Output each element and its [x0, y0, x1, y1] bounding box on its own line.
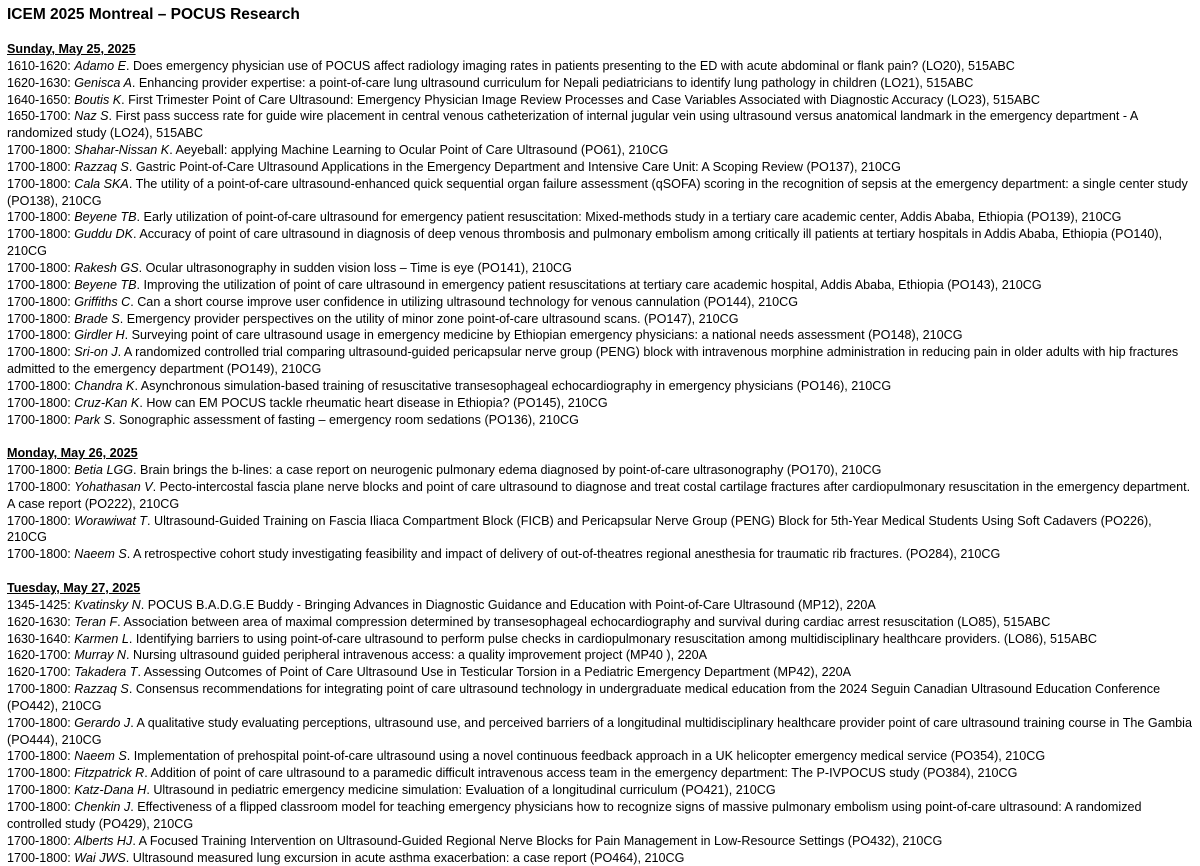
- entry-time: 1700-1800:: [7, 851, 71, 865]
- entry-text: . Aeyeball: applying Machine Learning to Ocular Point of Care Ultrasound (PO61), 210CG: [169, 143, 668, 157]
- entry-text: . Enhancing provider expertise: a point-of-care lung ultrasound curriculum for Nepali pediatricians to identify lung pathology in children (LO21), 515ABC: [132, 76, 973, 90]
- entry-time: 1620-1630:: [7, 615, 71, 629]
- entry-text: . A retrospective cohort study investigating feasibility and impact of delivery of out-of-theatres regional anesthesia for traumatic rib fractures. (PO284), 210CG: [127, 547, 1001, 561]
- schedule-entry: [7, 833, 1193, 850]
- schedule-entry: [7, 311, 1193, 328]
- day-section: [7, 445, 1193, 563]
- day-section: [7, 580, 1193, 866]
- entry-author: Guddu DK: [74, 227, 133, 241]
- entry-time: 1700-1800:: [7, 312, 71, 326]
- entry-author: Sri-on J: [74, 345, 117, 359]
- entry-text: . Ultrasound measured lung excursion in acute asthma exacerbation: a case report (PO464), 210CG: [126, 851, 685, 865]
- entry-text: . Improving the utilization of point of care ultrasound in emergency patient resuscitations at tertiary care academic hospital, Addis Ababa, Ethiopia (PO143), 210CG: [137, 278, 1042, 292]
- entry-text: . Nursing ultrasound guided peripheral intravenous access: a quality improvement project (MP40 ), 220A: [126, 648, 707, 662]
- entry-text: . Gastric Point-of-Care Ultrasound Applications in the Emergency Department and Intensive Care Unit: A Scoping Review (PO137), 210CG: [129, 160, 901, 174]
- schedule-entry: [7, 378, 1193, 395]
- entry-text: . Pecto-intercostal fascia plane nerve blocks and point of care ultrasound to diagnose and treat costal cartilage fractures after cardiopulmonary resuscitation in the emergency department. A case report (PO222), 210CG: [7, 480, 1190, 511]
- schedule-entry: [7, 513, 1193, 547]
- entry-text: . First pass success rate for guide wire placement in central venous catheterization of internal jugular vein using ultrasound versus anatomical landmark in the emergency department - A randomized study (LO24), 515ABC: [7, 109, 1138, 140]
- entry-text: . Does emergency physician use of POCUS affect radiology imaging rates in patients presenting to the ED with acute abdominal or flank pain? (LO20), 515ABC: [126, 59, 1015, 73]
- entry-time: 1700-1800:: [7, 749, 71, 763]
- entry-time: 1700-1800:: [7, 261, 71, 275]
- entry-author: Wai JWS: [74, 851, 126, 865]
- schedule-entry: [7, 159, 1193, 176]
- entry-time: 1700-1800:: [7, 480, 71, 494]
- entry-author: Worawiwat T: [74, 514, 147, 528]
- entry-author: Alberts HJ: [74, 834, 132, 848]
- day-heading: Sunday, May 25, 2025: [7, 41, 1193, 58]
- entry-time: 1700-1800:: [7, 143, 71, 157]
- entry-time: 1700-1800:: [7, 766, 71, 780]
- entry-text: . A qualitative study evaluating perceptions, ultrasound use, and perceived barriers of a longitudinal multidisciplinary healthcare provider point of care ultrasound training course in The Gambia (PO444), 210CG: [7, 716, 1192, 747]
- schedule-entry: [7, 799, 1193, 833]
- entry-author: Betia LGG: [74, 463, 133, 477]
- entry-text: . Accuracy of point of care ultrasound in diagnosis of deep venous thrombosis and pulmonary embolism among critically ill patients at tertiary hospitals in Addis Ababa, Ethiopia (PO140), 210CG: [7, 227, 1162, 258]
- schedule-entry: [7, 782, 1193, 799]
- entry-time: 1345-1425:: [7, 598, 71, 612]
- entry-time: 1620-1700:: [7, 648, 71, 662]
- entry-text: . The utility of a point-of-care ultrasound-enhanced quick sequential organ failure assessment (qSOFA) scoring in the recognition of sepsis at the emergency department: a single center study (PO138), 210CG: [7, 177, 1188, 208]
- entry-text: . Emergency provider perspectives on the utility of minor zone point-of-care ultrasound scans. (PO147), 210CG: [120, 312, 739, 326]
- entry-time: 1700-1800:: [7, 379, 71, 393]
- entry-text: . Assessing Outcomes of Point of Care Ultrasound Use in Testicular Torsion in a Pediatric Emergency Department (MP42), 220A: [137, 665, 851, 679]
- entry-time: 1620-1630:: [7, 76, 71, 90]
- entry-author: Beyene TB: [74, 210, 136, 224]
- schedule-entry: [7, 748, 1193, 765]
- schedule-entry: [7, 75, 1193, 92]
- entry-text: . Association between area of maximal compression determined by transesophageal echocardiography and survival during cardiac arrest resuscitation (LO85), 515ABC: [117, 615, 1050, 629]
- entry-text: . Ocular ultrasonography in sudden vision loss – Time is eye (PO141), 210CG: [139, 261, 572, 275]
- schedule-entry: [7, 58, 1193, 75]
- entry-author: Shahar-Nissan K: [74, 143, 169, 157]
- entry-author: Naeem S: [74, 547, 127, 561]
- entry-author: Chenkin J: [74, 800, 130, 814]
- schedule-entry: [7, 597, 1193, 614]
- entry-author: Katz-Dana H: [74, 783, 146, 797]
- entry-author: Razzaq S: [74, 160, 129, 174]
- schedule-entry: [7, 479, 1193, 513]
- entry-author: Naz S: [74, 109, 108, 123]
- entry-time: 1610-1620:: [7, 59, 71, 73]
- entry-author: Kvatinsky N: [74, 598, 141, 612]
- entry-author: Takadera T: [74, 665, 137, 679]
- schedule-entry: [7, 850, 1193, 866]
- entry-time: 1700-1800:: [7, 783, 71, 797]
- entry-author: Girdler H: [74, 328, 124, 342]
- entry-text: . Identifying barriers to using point-of-care ultrasound to perform pulse checks in cardiopulmonary resuscitation among multidisciplinary healthcare providers. (LO86), 515ABC: [129, 632, 1097, 646]
- entry-author: Fitzpatrick R: [74, 766, 144, 780]
- entry-text: . POCUS B.A.D.G.E Buddy - Bringing Advances in Diagnostic Guidance and Education with Point-of-Care Ultrasound (MP12), 220A: [141, 598, 876, 612]
- entry-author: Yohathasan V: [74, 480, 152, 494]
- entry-time: 1700-1800:: [7, 682, 71, 696]
- entry-time: 1620-1700:: [7, 665, 71, 679]
- entry-text: . Effectiveness of a flipped classroom model for teaching emergency physicians how to recognize signs of massive pulmonary embolism using point-of-care ultrasound: A randomized controlled study (PO429), 210CG: [7, 800, 1142, 831]
- entry-time: 1700-1800:: [7, 278, 71, 292]
- entry-text: . Addition of point of care ultrasound to a paramedic difficult intravenous access team in the emergency department: The P-IVPOCUS study (PO384), 210CG: [144, 766, 1017, 780]
- entry-time: 1700-1800:: [7, 160, 71, 174]
- entry-time: 1700-1800:: [7, 210, 71, 224]
- entry-author: Naeem S: [74, 749, 127, 763]
- entry-author: Gerardo J: [74, 716, 130, 730]
- entry-author: Cruz-Kan K: [74, 396, 139, 410]
- entry-author: Rakesh GS: [74, 261, 138, 275]
- entry-text: . A Focused Training Intervention on Ultrasound-Guided Regional Nerve Blocks for Pain Management in Low-Resource Settings (PO432), 210CG: [132, 834, 942, 848]
- schedule-entry: [7, 395, 1193, 412]
- schedule: [7, 41, 1193, 866]
- entry-text: . Early utilization of point-of-care ultrasound for emergency patient resuscitation: Mixed-methods study in a tertiary care academic center, Addis Ababa, Ethiopia (PO139), 210CG: [137, 210, 1122, 224]
- schedule-entry: [7, 546, 1193, 563]
- entry-text: . Surveying point of care ultrasound usage in emergency medicine by Ethiopian emergency physicians: a national needs assessment (PO148), 210CG: [125, 328, 963, 342]
- entry-author: Genisca A: [74, 76, 132, 90]
- schedule-entry: [7, 462, 1193, 479]
- entry-author: Brade S: [74, 312, 120, 326]
- schedule-entry: [7, 765, 1193, 782]
- schedule-entry: [7, 92, 1193, 109]
- entry-time: 1700-1800:: [7, 413, 71, 427]
- entry-time: 1700-1800:: [7, 834, 71, 848]
- entry-time: 1630-1640:: [7, 632, 71, 646]
- schedule-entry: [7, 327, 1193, 344]
- entry-time: 1700-1800:: [7, 396, 71, 410]
- entry-author: Adamo E: [74, 59, 126, 73]
- entry-time: 1700-1800:: [7, 345, 71, 359]
- schedule-entry: [7, 614, 1193, 631]
- entry-author: Murray N: [74, 648, 126, 662]
- entry-time: 1700-1800:: [7, 177, 71, 191]
- entry-time: 1700-1800:: [7, 227, 71, 241]
- entry-text: . Ultrasound-Guided Training on Fascia Iliaca Compartment Block (FICB) and Pericapsular Nerve Group (PENG) Block for 5th-Year Medical Students Using Soft Cadavers (PO226), 210CG: [7, 514, 1152, 545]
- entry-author: Beyene TB: [74, 278, 136, 292]
- schedule-entry: [7, 176, 1193, 210]
- schedule-entry: [7, 412, 1193, 429]
- entry-time: 1700-1800:: [7, 547, 71, 561]
- entry-text: . A randomized controlled trial comparing ultrasound-guided pericapsular nerve group (PENG) block with intravenous morphine administration in reducing pain in older adults with hip fractures admitted to the emergency department (PO149), 210CG: [7, 345, 1178, 376]
- day-heading: Tuesday, May 27, 2025: [7, 580, 1193, 597]
- schedule-entry: [7, 294, 1193, 311]
- entry-time: 1700-1800:: [7, 800, 71, 814]
- entry-author: Park S: [74, 413, 112, 427]
- entry-author: Cala SKA: [74, 177, 129, 191]
- entry-text: . Asynchronous simulation-based training of resuscitative transesophageal echocardiography in emergency physicians (PO146), 210CG: [134, 379, 891, 393]
- entry-time: 1700-1800:: [7, 295, 71, 309]
- schedule-entry: [7, 209, 1193, 226]
- entry-text: . Implementation of prehospital point-of-care ultrasound using a novel continuous feedback approach in a UK helicopter emergency medical service (PO354), 210CG: [127, 749, 1045, 763]
- entry-author: Boutis K: [74, 93, 121, 107]
- entry-text: . Can a short course improve user confidence in utilizing ultrasound technology for venous cannulation (PO144), 210CG: [130, 295, 798, 309]
- entry-time: 1700-1800:: [7, 514, 71, 528]
- schedule-entry: [7, 142, 1193, 159]
- schedule-entry: [7, 631, 1193, 648]
- schedule-entry: [7, 277, 1193, 294]
- schedule-entry: [7, 260, 1193, 277]
- entry-time: 1700-1800:: [7, 716, 71, 730]
- entry-text: . Sonographic assessment of fasting – emergency room sedations (PO136), 210CG: [112, 413, 579, 427]
- schedule-entry: [7, 715, 1193, 749]
- day-heading: Monday, May 26, 2025: [7, 445, 1193, 462]
- schedule-entry: [7, 647, 1193, 664]
- day-section: [7, 41, 1193, 428]
- entry-text: . First Trimester Point of Care Ultrasound: Emergency Physician Image Review Processes and Case Variables Associated with Diagnostic Accuracy (LO23), 515ABC: [121, 93, 1040, 107]
- schedule-entry: [7, 108, 1193, 142]
- entry-author: Razzaq S: [74, 682, 129, 696]
- schedule-entry: [7, 344, 1193, 378]
- entry-time: 1650-1700:: [7, 109, 71, 123]
- schedule-entry: [7, 664, 1193, 681]
- entry-time: 1640-1650:: [7, 93, 71, 107]
- entry-author: Griffiths C: [74, 295, 130, 309]
- schedule-entry: [7, 226, 1193, 260]
- entry-text: . Brain brings the b-lines: a case report on neurogenic pulmonary edema diagnosed by point-of-care ultrasonography (PO170), 210CG: [133, 463, 881, 477]
- document-title: ICEM 2025 Montreal – POCUS Research: [7, 5, 1193, 25]
- entry-author: Chandra K: [74, 379, 134, 393]
- entry-author: Karmen L: [74, 632, 129, 646]
- entry-time: 1700-1800:: [7, 463, 71, 477]
- entry-text: . How can EM POCUS tackle rheumatic heart disease in Ethiopia? (PO145), 210CG: [139, 396, 607, 410]
- entry-time: 1700-1800:: [7, 328, 71, 342]
- entry-author: Teran F: [74, 615, 117, 629]
- schedule-entry: [7, 681, 1193, 715]
- entry-text: . Consensus recommendations for integrating point of care ultrasound technology in undergraduate medical education from the 2024 Seguin Canadian Ultrasound Education Conference (PO442), 210CG: [7, 682, 1160, 713]
- entry-text: . Ultrasound in pediatric emergency medicine simulation: Evaluation of a longitudinal curriculum (PO421), 210CG: [146, 783, 775, 797]
